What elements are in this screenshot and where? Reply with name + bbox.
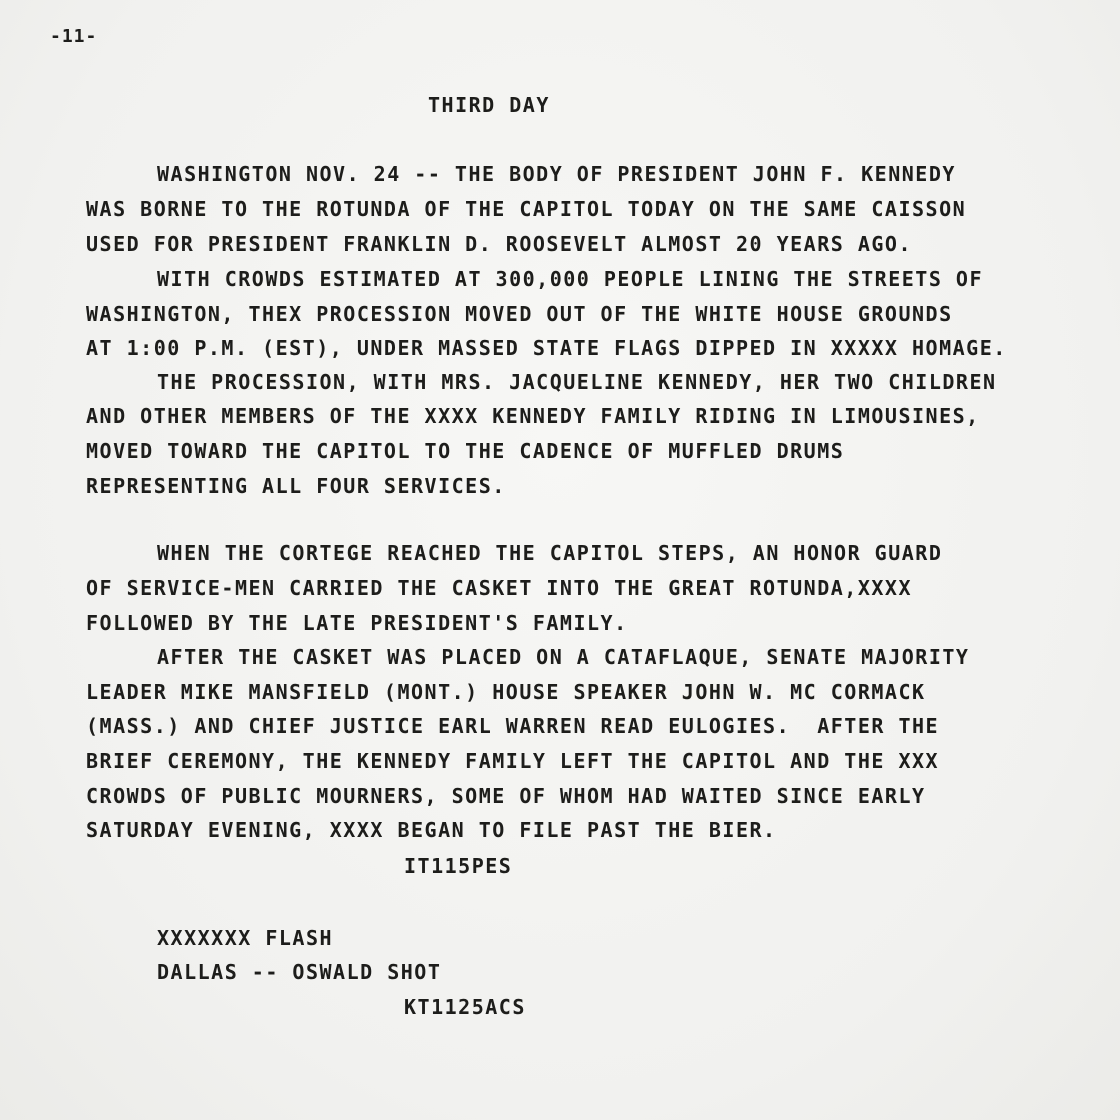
paragraph-4-line-1: WHEN THE CORTEGE REACHED THE CAPITOL STEPS, AN HONOR GUARD: [157, 541, 943, 565]
paragraph-3-line-1: THE PROCESSION, WITH MRS. JACQUELINE KENNEDY, HER TWO CHILDREN: [157, 370, 997, 394]
paragraph-2-line-3: AT 1:00 P.M. (EST), UNDER MASSED STATE FLAGS DIPPED IN XXXXX HOMAGE.: [86, 336, 1007, 360]
paragraph-5-line-5: CROWDS OF PUBLIC MOURNERS, SOME OF WHOM HAD WAITED SINCE EARLY: [86, 784, 926, 808]
paragraph-1-line-1: WASHINGTON NOV. 24 -- THE BODY OF PRESIDENT JOHN F. KENNEDY: [157, 162, 956, 186]
paragraph-5-line-4: BRIEF CEREMONY, THE KENNEDY FAMILY LEFT THE CAPITOL AND THE XXX: [86, 749, 940, 773]
flash-line-2: DALLAS -- OSWALD SHOT: [157, 960, 442, 984]
paragraph-5-line-1: AFTER THE CASKET WAS PLACED ON A CATAFLAQUE, SENATE MAJORITY: [157, 645, 970, 669]
paragraph-5-line-6: SATURDAY EVENING, XXXX BEGAN TO FILE PAST THE BIER.: [86, 818, 777, 842]
transmission-code-2: KT1125ACS: [404, 995, 526, 1019]
paragraph-2-line-2: WASHINGTON, THEX PROCESSION MOVED OUT OF THE WHITE HOUSE GROUNDS: [86, 302, 953, 326]
paragraph-4-line-3: FOLLOWED BY THE LATE PRESIDENT'S FAMILY.: [86, 611, 628, 635]
paragraph-1-line-2: WAS BORNE TO THE ROTUNDA OF THE CAPITOL TODAY ON THE SAME CAISSON: [86, 197, 967, 221]
transmission-code-1: IT115PES: [404, 854, 513, 878]
paragraph-3-line-4: REPRESENTING ALL FOUR SERVICES.: [86, 474, 506, 498]
paragraph-5-line-2: LEADER MIKE MANSFIELD (MONT.) HOUSE SPEAKER JOHN W. MC CORMACK: [86, 680, 926, 704]
paragraph-4-line-2: OF SERVICE-MEN CARRIED THE CASKET INTO THE GREAT ROTUNDA,XXXX: [86, 576, 913, 600]
paragraph-3-line-2: AND OTHER MEMBERS OF THE XXXX KENNEDY FAMILY RIDING IN LIMOUSINES,: [86, 404, 980, 428]
page-number: -11-: [50, 26, 98, 47]
paragraph-3-line-3: MOVED TOWARD THE CAPITOL TO THE CADENCE OF MUFFLED DRUMS: [86, 439, 845, 463]
paragraph-1-line-3: USED FOR PRESIDENT FRANKLIN D. ROOSEVELT ALMOST 20 YEARS AGO.: [86, 232, 913, 256]
paragraph-2-line-1: WITH CROWDS ESTIMATED AT 300,000 PEOPLE LINING THE STREETS OF: [157, 267, 984, 291]
paragraph-5-line-3: (MASS.) AND CHIEF JUSTICE EARL WARREN READ EULOGIES. AFTER THE: [86, 714, 940, 738]
document-heading: THIRD DAY: [428, 93, 550, 117]
flash-line-1: XXXXXXX FLASH: [157, 926, 334, 950]
